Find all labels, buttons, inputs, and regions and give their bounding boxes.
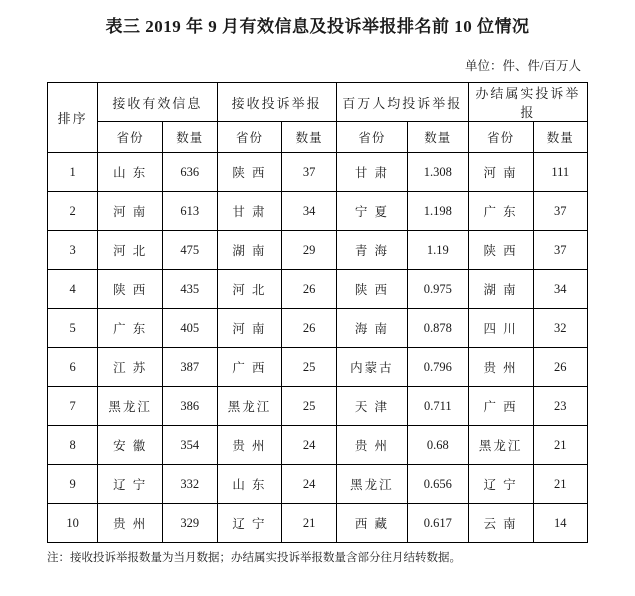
cell-g1-province: 陕 西	[98, 270, 163, 309]
cell-g4-count: 21	[533, 465, 587, 504]
cell-g2-province: 河 南	[217, 309, 282, 348]
cell-rank: 7	[48, 387, 98, 426]
cell-g2-province: 甘 肃	[217, 192, 282, 231]
subheader-2-province: 省份	[217, 122, 282, 153]
cell-rank: 4	[48, 270, 98, 309]
cell-g1-province: 辽 宁	[98, 465, 163, 504]
ranking-table	[47, 82, 588, 543]
table-row	[48, 504, 588, 543]
subheader-4-count: 数量	[533, 122, 587, 153]
cell-g2-count: 21	[282, 504, 336, 543]
table-row	[48, 309, 588, 348]
cell-g2-province: 广 西	[217, 348, 282, 387]
table-row	[48, 153, 588, 192]
cell-g2-count: 34	[282, 192, 336, 231]
cell-g4-province: 贵 州	[468, 348, 533, 387]
header-group-3: 百万人均投诉举报	[336, 83, 468, 122]
cell-g3-count: 0.711	[407, 387, 468, 426]
cell-g4-province: 河 南	[468, 153, 533, 192]
cell-g2-count: 26	[282, 270, 336, 309]
cell-g2-province: 辽 宁	[217, 504, 282, 543]
cell-g1-count: 386	[163, 387, 217, 426]
cell-rank: 3	[48, 231, 98, 270]
cell-g3-count: 1.198	[407, 192, 468, 231]
cell-g2-count: 24	[282, 426, 336, 465]
subheader-3-count: 数量	[407, 122, 468, 153]
cell-g4-province: 广 东	[468, 192, 533, 231]
cell-g4-count: 37	[533, 192, 587, 231]
cell-rank: 1	[48, 153, 98, 192]
table-row	[48, 231, 588, 270]
cell-g3-province: 黑龙江	[336, 465, 407, 504]
cell-g3-province: 宁 夏	[336, 192, 407, 231]
cell-rank: 2	[48, 192, 98, 231]
cell-g3-count: 0.975	[407, 270, 468, 309]
header-group-1: 接收有效信息	[98, 83, 217, 122]
cell-g1-count: 387	[163, 348, 217, 387]
cell-rank: 10	[48, 504, 98, 543]
cell-g2-count: 29	[282, 231, 336, 270]
table-row	[48, 465, 588, 504]
subheader-1-province: 省份	[98, 122, 163, 153]
page-title: 表三 2019 年 9 月有效信息及投诉举报排名前 10 位情况	[105, 17, 530, 36]
cell-g4-province: 四 川	[468, 309, 533, 348]
cell-g1-province: 河 南	[98, 192, 163, 231]
cell-g1-count: 475	[163, 231, 217, 270]
cell-g2-count: 24	[282, 465, 336, 504]
subheader-2-count: 数量	[282, 122, 336, 153]
cell-g4-count: 23	[533, 387, 587, 426]
table-row	[48, 426, 588, 465]
cell-g3-province: 天 津	[336, 387, 407, 426]
cell-rank: 5	[48, 309, 98, 348]
cell-rank: 6	[48, 348, 98, 387]
cell-g1-province: 贵 州	[98, 504, 163, 543]
cell-g3-province: 青 海	[336, 231, 407, 270]
table-row	[48, 348, 588, 387]
cell-g4-count: 111	[533, 153, 587, 192]
cell-g3-province: 陕 西	[336, 270, 407, 309]
cell-g4-province: 云 南	[468, 504, 533, 543]
cell-rank: 8	[48, 426, 98, 465]
table-row	[48, 192, 588, 231]
table-row	[48, 270, 588, 309]
unit-label: 单位：件、件/百万人	[465, 59, 581, 73]
cell-g1-count: 435	[163, 270, 217, 309]
cell-g2-province: 陕 西	[217, 153, 282, 192]
cell-g4-count: 37	[533, 231, 587, 270]
cell-g2-province: 河 北	[217, 270, 282, 309]
cell-g3-count: 1.308	[407, 153, 468, 192]
cell-g1-count: 332	[163, 465, 217, 504]
cell-g4-province: 辽 宁	[468, 465, 533, 504]
cell-g1-count: 636	[163, 153, 217, 192]
cell-g4-count: 32	[533, 309, 587, 348]
cell-g4-province: 陕 西	[468, 231, 533, 270]
table-header	[48, 83, 588, 153]
subheader-1-count: 数量	[163, 122, 217, 153]
table-container	[0, 82, 635, 543]
cell-g3-province: 贵 州	[336, 426, 407, 465]
cell-g4-count: 21	[533, 426, 587, 465]
cell-g2-province: 黑龙江	[217, 387, 282, 426]
cell-g3-count: 0.878	[407, 309, 468, 348]
cell-rank: 9	[48, 465, 98, 504]
cell-g4-province: 广 西	[468, 387, 533, 426]
document-page	[0, 14, 635, 596]
cell-g3-count: 0.796	[407, 348, 468, 387]
cell-g3-count: 0.68	[407, 426, 468, 465]
cell-g2-province: 山 东	[217, 465, 282, 504]
cell-g2-count: 37	[282, 153, 336, 192]
cell-g1-province: 山 东	[98, 153, 163, 192]
cell-g1-province: 黑龙江	[98, 387, 163, 426]
header-group-4: 办结属实投诉举报	[468, 83, 587, 122]
cell-g2-count: 25	[282, 387, 336, 426]
cell-g1-province: 江 苏	[98, 348, 163, 387]
cell-g2-count: 26	[282, 309, 336, 348]
cell-g1-count: 329	[163, 504, 217, 543]
cell-g2-count: 25	[282, 348, 336, 387]
subheader-3-province: 省份	[336, 122, 407, 153]
header-group-2: 接收投诉举报	[217, 83, 336, 122]
cell-g4-province: 湖 南	[468, 270, 533, 309]
cell-g1-count: 405	[163, 309, 217, 348]
cell-g4-count: 14	[533, 504, 587, 543]
cell-g3-province: 甘 肃	[336, 153, 407, 192]
cell-g1-province: 河 北	[98, 231, 163, 270]
cell-g2-province: 贵 州	[217, 426, 282, 465]
cell-g3-province: 内蒙古	[336, 348, 407, 387]
cell-g3-count: 1.19	[407, 231, 468, 270]
cell-g3-province: 海 南	[336, 309, 407, 348]
cell-g3-count: 0.617	[407, 504, 468, 543]
cell-g4-province: 黑龙江	[468, 426, 533, 465]
cell-g3-count: 0.656	[407, 465, 468, 504]
header-rank: 排序	[48, 83, 98, 153]
cell-g1-count: 613	[163, 192, 217, 231]
cell-g3-province: 西 藏	[336, 504, 407, 543]
table-body	[48, 153, 588, 543]
cell-g4-count: 34	[533, 270, 587, 309]
cell-g4-count: 26	[533, 348, 587, 387]
cell-g1-province: 广 东	[98, 309, 163, 348]
cell-g1-count: 354	[163, 426, 217, 465]
table-note: 注：接收投诉举报数量为当月数据；办结属实投诉举报数量含部分往月结转数据。	[47, 552, 461, 564]
table-row	[48, 387, 588, 426]
cell-g2-province: 湖 南	[217, 231, 282, 270]
cell-g1-province: 安 徽	[98, 426, 163, 465]
subheader-4-province: 省份	[468, 122, 533, 153]
